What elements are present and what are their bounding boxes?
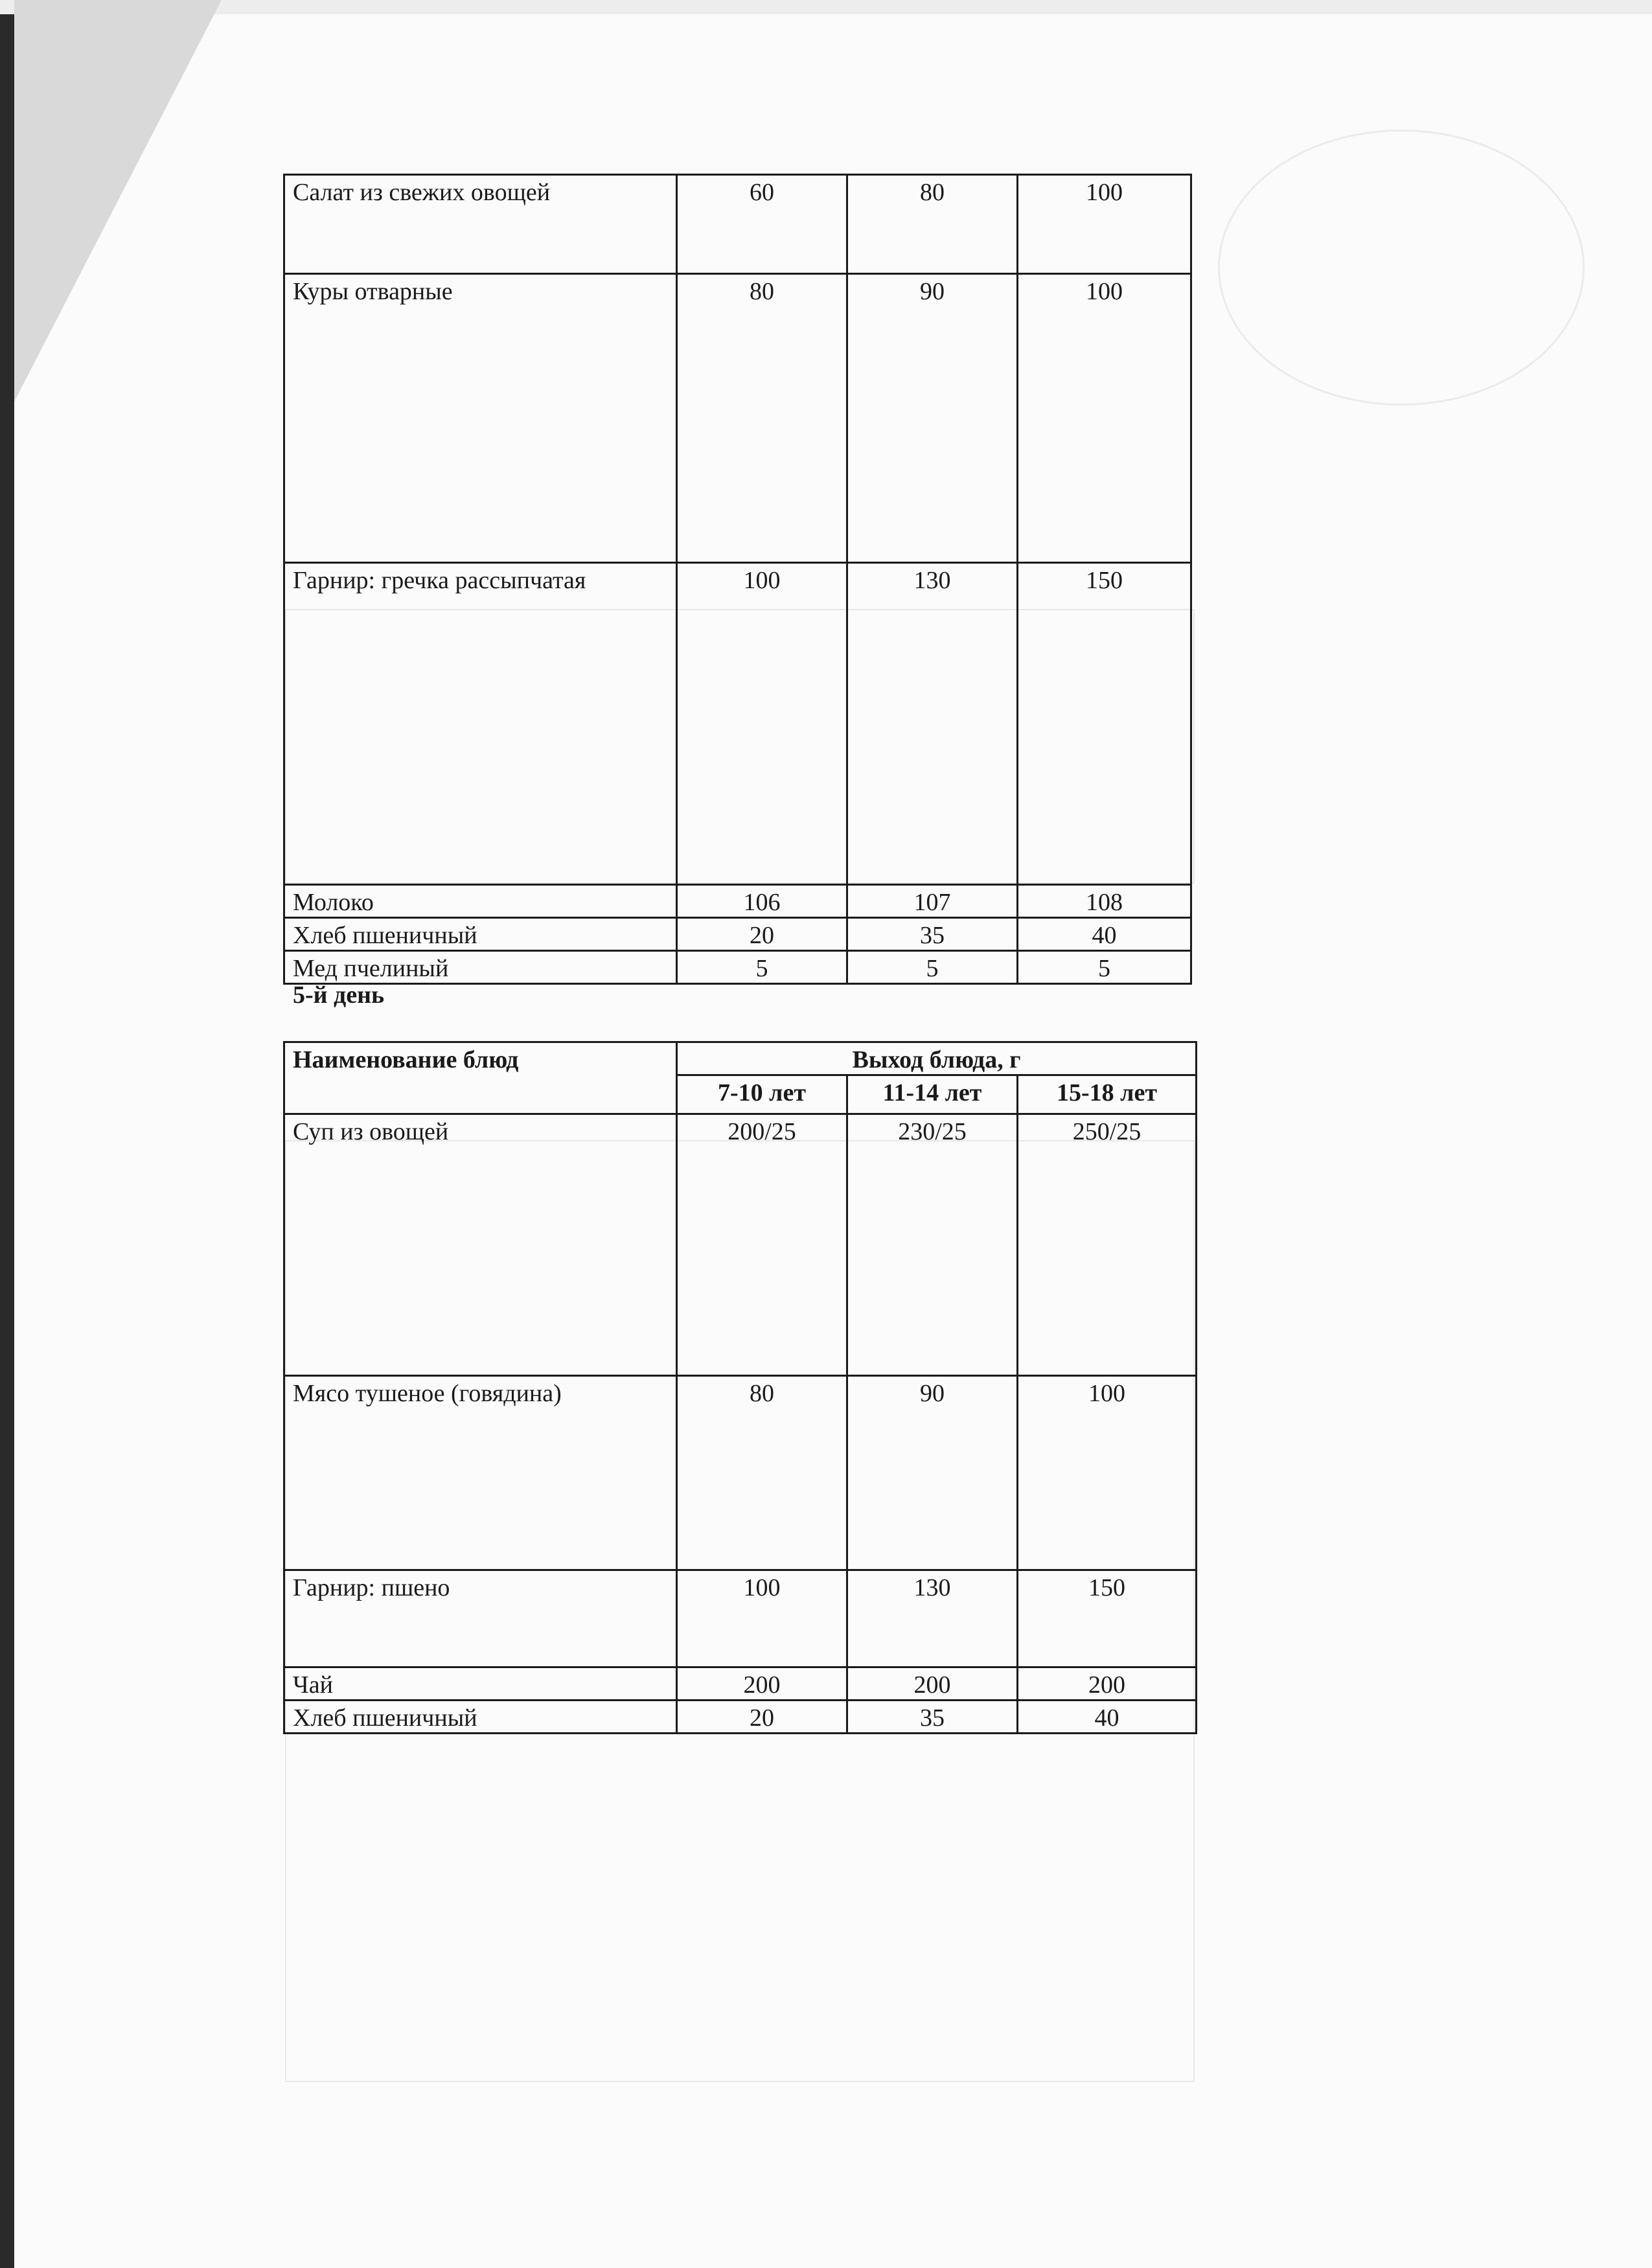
portion-11-14: 200 [847, 1667, 1018, 1701]
portion-15-18: 100 [1018, 274, 1191, 563]
portion-7-10: 200/25 [677, 1114, 847, 1376]
day5-menu-table [283, 1041, 1197, 1734]
table-row [284, 1376, 1197, 1570]
portion-11-14: 5 [847, 951, 1018, 984]
day-heading: 5-й день [293, 981, 385, 1009]
portion-7-10: 20 [677, 1701, 847, 1734]
table-row [284, 563, 1191, 885]
portion-11-14: 90 [847, 274, 1018, 563]
portion-15-18: 150 [1018, 1570, 1197, 1667]
table-row [284, 274, 1191, 563]
portion-7-10: 60 [677, 175, 847, 274]
scan-edge-left [0, 0, 14, 2268]
column-header-output: Выход блюда, г [677, 1042, 1197, 1075]
bleed-through-seal [1218, 130, 1585, 406]
portion-7-10: 80 [677, 274, 847, 563]
table-row [284, 918, 1191, 951]
day-menu-table-continued [283, 174, 1192, 985]
table-row [284, 1570, 1197, 1667]
portion-15-18: 200 [1018, 1667, 1197, 1701]
portion-11-14: 130 [847, 1570, 1018, 1667]
column-header-age-11-14: 11-14 лет [847, 1075, 1018, 1114]
dish-name: Гарнир: пшено [284, 1570, 677, 1667]
dish-name: Куры отварные [284, 274, 677, 563]
portion-11-14: 90 [847, 1376, 1018, 1570]
portion-15-18: 40 [1018, 1701, 1197, 1734]
scan-edge-top [0, 0, 1652, 14]
portion-15-18: 5 [1018, 951, 1191, 984]
portion-7-10: 106 [677, 885, 847, 918]
portion-15-18: 108 [1018, 885, 1191, 918]
table-row [284, 175, 1191, 274]
portion-11-14: 35 [847, 918, 1018, 951]
portion-11-14: 80 [847, 175, 1018, 274]
dish-name: Чай [284, 1667, 677, 1701]
portion-15-18: 250/25 [1018, 1114, 1197, 1376]
dish-name: Мясо тушеное (говядина) [284, 1376, 677, 1570]
column-header-dish-name: Наименование блюд [284, 1042, 677, 1114]
table-header-row [284, 1042, 1197, 1075]
table-row [284, 1114, 1197, 1376]
portion-7-10: 5 [677, 951, 847, 984]
portion-7-10: 100 [677, 563, 847, 885]
dish-name: Хлеб пшеничный [284, 918, 677, 951]
column-header-age-7-10: 7-10 лет [677, 1075, 847, 1114]
column-header-age-15-18: 15-18 лет [1018, 1075, 1197, 1114]
dish-name: Мед пчелиный [284, 951, 677, 984]
dish-name: Хлеб пшеничный [284, 1701, 677, 1734]
portion-7-10: 200 [677, 1667, 847, 1701]
portion-15-18: 100 [1018, 175, 1191, 274]
folded-corner-shadow [14, 0, 222, 402]
portion-11-14: 130 [847, 563, 1018, 885]
table-row [284, 951, 1191, 984]
portion-11-14: 230/25 [847, 1114, 1018, 1376]
dish-name: Молоко [284, 885, 677, 918]
portion-7-10: 100 [677, 1570, 847, 1667]
portion-15-18: 40 [1018, 918, 1191, 951]
table-row [284, 885, 1191, 918]
portion-15-18: 100 [1018, 1376, 1197, 1570]
table-row [284, 1701, 1197, 1734]
dish-name: Салат из свежих овощей [284, 175, 677, 274]
portion-11-14: 35 [847, 1701, 1018, 1734]
portion-15-18: 150 [1018, 563, 1191, 885]
dish-name: Суп из овощей [284, 1114, 677, 1376]
portion-7-10: 20 [677, 918, 847, 951]
table-row [284, 1667, 1197, 1701]
portion-11-14: 107 [847, 885, 1018, 918]
dish-name: Гарнир: гречка рассыпчатая [284, 563, 677, 885]
portion-7-10: 80 [677, 1376, 847, 1570]
